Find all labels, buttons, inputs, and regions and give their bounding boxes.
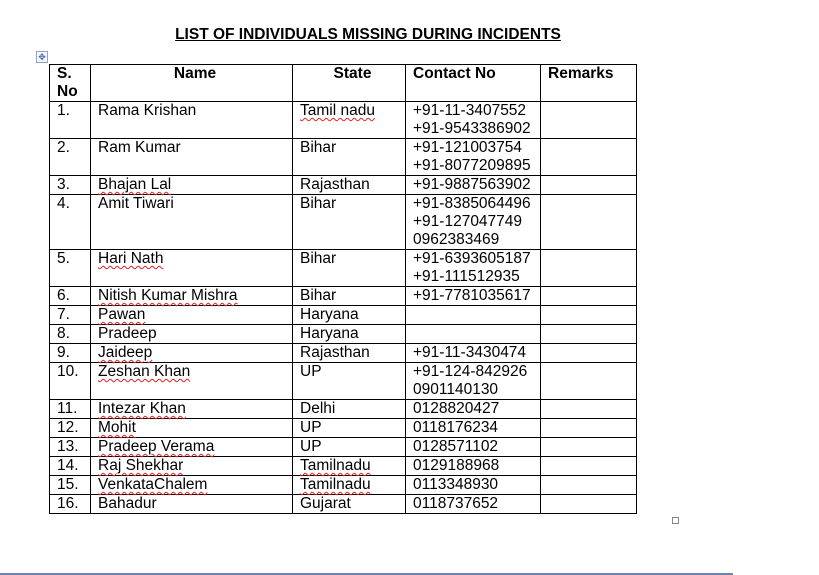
cell-remarks xyxy=(541,250,637,287)
cell-state-text: Rajasthan xyxy=(300,344,370,361)
table-row xyxy=(50,344,637,363)
contact-number: +91-8077209895 xyxy=(413,157,531,174)
cell-contact xyxy=(406,344,541,363)
cell-sno xyxy=(50,457,91,476)
cell-name-text: Jaideep xyxy=(98,344,153,361)
cell-state-text: Tamilnadu xyxy=(300,476,371,493)
table-row xyxy=(50,476,637,495)
table-row xyxy=(50,176,637,195)
cell-sno-text: 15. xyxy=(57,476,79,493)
header-name: Name xyxy=(91,65,293,102)
contact-number: +91-9543386902 xyxy=(413,120,531,137)
table-row xyxy=(50,400,637,419)
cell-sno xyxy=(50,195,91,250)
cell-state xyxy=(293,344,406,363)
cell-sno xyxy=(50,344,91,363)
cell-state xyxy=(293,363,406,400)
cell-state-text: Rajasthan xyxy=(300,176,370,193)
table-row xyxy=(50,250,637,287)
cell-sno xyxy=(50,102,91,139)
cell-name xyxy=(91,139,293,176)
cell-state xyxy=(293,325,406,344)
table-resize-icon[interactable] xyxy=(672,517,679,524)
cell-contact xyxy=(406,438,541,457)
cell-contact xyxy=(406,419,541,438)
cell-sno xyxy=(50,176,91,195)
header-sno-label: S. No xyxy=(57,65,78,100)
cell-remarks xyxy=(541,102,637,139)
cell-sno xyxy=(50,495,91,514)
cell-sno-text: 3. xyxy=(57,176,70,193)
cell-sno xyxy=(50,476,91,495)
cell-sno-text: 6. xyxy=(57,287,70,304)
cell-name xyxy=(91,287,293,306)
cell-state-text: UP xyxy=(300,419,322,436)
cell-remarks xyxy=(541,306,637,325)
cell-name xyxy=(91,438,293,457)
contact-number: +91-9887563902 xyxy=(413,176,531,193)
cell-name-text: Pradeep Verama xyxy=(98,438,215,455)
contact-number: +91-6393605187 xyxy=(413,250,531,267)
cell-sno-text: 7. xyxy=(57,306,70,323)
header-state: State xyxy=(293,65,406,102)
cell-sno-text: 14. xyxy=(57,457,79,474)
cell-sno-text: 13. xyxy=(57,438,79,455)
cell-name-text: Rama Krishan xyxy=(98,102,197,119)
table-row xyxy=(50,438,637,457)
cell-remarks xyxy=(541,139,637,176)
cell-name xyxy=(91,325,293,344)
cell-state-text: Haryana xyxy=(300,325,359,342)
cell-name-text: Hari Nath xyxy=(98,250,164,267)
cell-state xyxy=(293,195,406,250)
cell-remarks xyxy=(541,495,637,514)
cell-state xyxy=(293,287,406,306)
cell-name xyxy=(91,250,293,287)
table-row xyxy=(50,363,637,400)
cell-contact xyxy=(406,176,541,195)
cell-state xyxy=(293,306,406,325)
cell-remarks xyxy=(541,287,637,306)
cell-remarks xyxy=(541,419,637,438)
cell-sno xyxy=(50,438,91,457)
header-sno xyxy=(50,65,91,102)
contact-number: 0113348930 xyxy=(413,476,499,493)
contact-number: 0118737652 xyxy=(413,495,499,512)
cell-name-text: VenkataChalem xyxy=(98,476,208,493)
cell-name xyxy=(91,363,293,400)
contact-number: +91-121003754 xyxy=(413,139,523,156)
cell-name-text: Raj Shekhar xyxy=(98,457,184,474)
cell-sno-text: 11. xyxy=(57,400,78,417)
table-header-row xyxy=(50,65,637,102)
cell-name-text: Pradeep xyxy=(98,325,157,342)
cell-sno xyxy=(50,139,91,176)
table-row xyxy=(50,457,637,476)
cell-name-text: Zeshan Khan xyxy=(98,363,191,380)
cell-contact xyxy=(406,495,541,514)
cell-remarks xyxy=(541,344,637,363)
missing-persons-table xyxy=(49,64,637,514)
cell-state xyxy=(293,476,406,495)
cell-sno xyxy=(50,419,91,438)
cell-state xyxy=(293,457,406,476)
contact-number: +91-11-3407552 xyxy=(413,102,527,119)
cell-remarks xyxy=(541,325,637,344)
cell-name-text: Nitish Kumar Mishra xyxy=(98,287,238,304)
cell-state xyxy=(293,438,406,457)
cell-state xyxy=(293,400,406,419)
cell-sno xyxy=(50,250,91,287)
cell-contact xyxy=(406,306,541,325)
cell-name xyxy=(91,419,293,438)
cell-name xyxy=(91,344,293,363)
cell-name xyxy=(91,195,293,250)
cell-state-text: Tamilnadu xyxy=(300,457,371,474)
table-row xyxy=(50,287,637,306)
cell-state-text: Haryana xyxy=(300,306,359,323)
cell-state-text: UP xyxy=(300,363,322,380)
cell-state-text: Gujarat xyxy=(300,495,351,512)
contact-number: +91-7781035617 xyxy=(413,287,531,304)
cell-contact xyxy=(406,287,541,306)
contact-number: +91-127047749 xyxy=(413,213,523,230)
cell-contact xyxy=(406,476,541,495)
contact-number: +91-11-3430474 xyxy=(413,344,527,361)
cell-state xyxy=(293,495,406,514)
cell-remarks xyxy=(541,476,637,495)
cell-name xyxy=(91,176,293,195)
table-row xyxy=(50,102,637,139)
cell-sno xyxy=(50,287,91,306)
cell-contact xyxy=(406,400,541,419)
cell-state-text: Tamil nadu xyxy=(300,102,375,119)
cell-state-text: Bihar xyxy=(300,287,337,304)
cell-name xyxy=(91,495,293,514)
table-row xyxy=(50,195,637,250)
cell-name-text: Bahadur xyxy=(98,495,157,512)
header-contact: Contact No xyxy=(406,65,541,102)
table-move-icon[interactable]: ✥ xyxy=(36,51,48,63)
table-row xyxy=(50,495,637,514)
cell-contact xyxy=(406,457,541,476)
cell-state-text: Bihar xyxy=(300,139,337,156)
cell-sno-text: 5. xyxy=(57,250,70,267)
cell-name xyxy=(91,400,293,419)
table-row xyxy=(50,139,637,176)
cell-sno-text: 16. xyxy=(57,495,79,512)
cell-remarks xyxy=(541,457,637,476)
cell-sno xyxy=(50,400,91,419)
cell-contact xyxy=(406,250,541,287)
contact-number: 0962383469 xyxy=(413,231,500,248)
header-remarks: Remarks xyxy=(541,65,637,102)
cell-contact xyxy=(406,195,541,250)
cell-name-text: Mohit xyxy=(98,419,136,436)
cell-contact xyxy=(406,363,541,400)
table-row xyxy=(50,419,637,438)
table-row xyxy=(50,306,637,325)
cell-remarks xyxy=(541,195,637,250)
cell-name xyxy=(91,102,293,139)
cell-state-text: Delhi xyxy=(300,400,336,417)
cell-state xyxy=(293,102,406,139)
cell-remarks xyxy=(541,363,637,400)
cell-name-text: Ram Kumar xyxy=(98,139,181,156)
cell-state xyxy=(293,176,406,195)
cell-contact xyxy=(406,139,541,176)
cell-contact xyxy=(406,325,541,344)
cell-sno xyxy=(50,325,91,344)
table-row xyxy=(50,325,637,344)
contact-number: +91-8385064496 xyxy=(413,195,531,212)
cell-sno xyxy=(50,306,91,325)
cell-state xyxy=(293,139,406,176)
cell-sno-text: 8. xyxy=(57,325,70,342)
cell-sno-text: 12. xyxy=(57,419,79,436)
contact-number: +91-111512935 xyxy=(413,268,520,285)
cell-remarks xyxy=(541,438,637,457)
contact-number: 0129188968 xyxy=(413,457,500,474)
cell-state xyxy=(293,419,406,438)
cell-state xyxy=(293,250,406,287)
cell-name-text: Bhajan Lal xyxy=(98,176,172,193)
cell-remarks xyxy=(541,400,637,419)
cell-state-text: Bihar xyxy=(300,250,337,267)
cell-sno-text: 10. xyxy=(57,363,79,380)
cell-sno xyxy=(50,363,91,400)
cell-name-text: Amit Tiwari xyxy=(98,195,174,212)
cell-name xyxy=(91,457,293,476)
cell-name-text: Intezar Khan xyxy=(98,400,186,417)
contact-number: 0901140130 xyxy=(413,381,499,398)
cell-remarks xyxy=(541,176,637,195)
cell-sno-text: 1. xyxy=(57,102,70,119)
document-title: LIST OF INDIVIDUALS MISSING DURING INCIDENTS xyxy=(175,26,561,43)
cell-sno-text: 2. xyxy=(57,139,70,156)
cell-state-text: UP xyxy=(300,438,322,455)
cell-contact xyxy=(406,102,541,139)
cell-state-text: Bihar xyxy=(300,195,337,212)
cell-name xyxy=(91,476,293,495)
contact-number: 0128820427 xyxy=(413,400,500,417)
contact-number: +91-124-842926 xyxy=(413,363,528,380)
cell-name-text: Pawan xyxy=(98,306,146,323)
cell-sno-text: 4. xyxy=(57,195,70,212)
contact-number: 0118176234 xyxy=(413,419,499,436)
cell-name xyxy=(91,306,293,325)
contact-number: 0128571102 xyxy=(413,438,499,455)
cell-sno-text: 9. xyxy=(57,344,70,361)
